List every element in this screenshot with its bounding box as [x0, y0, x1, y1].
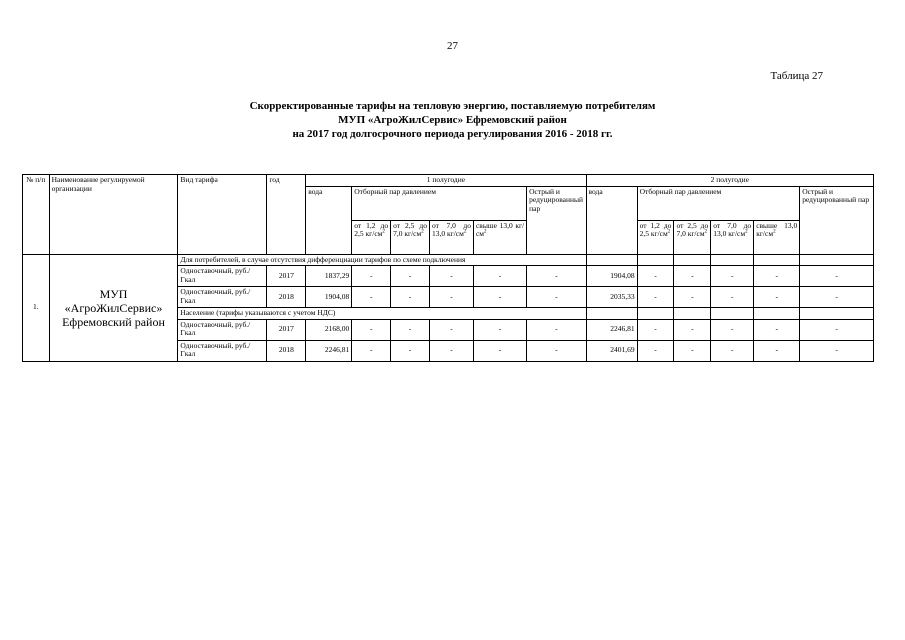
cell-h1-water: 2168,00 — [306, 319, 352, 340]
header-h1-p1: от 1,2 до 2,5 $кг/см^2$ — [352, 220, 391, 254]
cell-h1-sharp: - — [527, 340, 586, 361]
cell-h1-p1: - — [352, 319, 391, 340]
cell-h2-p4: - — [754, 266, 800, 287]
header-h2-p3: от 7,0 до 13,0 $кг/см^2$ — [711, 220, 754, 254]
cell-year: 2018 — [267, 340, 306, 361]
cell-h1-p2: - — [391, 340, 430, 361]
cell-h2-water: 1904,08 — [586, 266, 637, 287]
cell-h2-p1: - — [637, 340, 674, 361]
org-name: МУП «АгроЖилСервис» Ефремовский район — [49, 254, 178, 361]
section-row — [23, 254, 874, 266]
cell-h1-water: 1837,29 — [306, 266, 352, 287]
cell-h1-p1: - — [352, 266, 391, 287]
cell-year: 2017 — [267, 266, 306, 287]
section-empty-cell — [711, 308, 754, 320]
header-year: год — [267, 175, 306, 255]
tariff-table — [22, 174, 874, 362]
header-tariff-type: Вид тарифа — [178, 175, 267, 255]
cell-h2-p1: - — [637, 287, 674, 308]
cell-h2-water: 2401,69 — [586, 340, 637, 361]
table-label: Таблица 27 — [770, 70, 823, 82]
cell-h1-p2: - — [391, 266, 430, 287]
cell-h2-p2: - — [674, 287, 711, 308]
cell-h2-p4: - — [754, 319, 800, 340]
title-line-1: Скорректированные тарифы на тепловую энергию, поставляемую потребителям — [249, 100, 656, 112]
cell-h2-p1: - — [637, 266, 674, 287]
header-num: № п/п — [23, 175, 50, 255]
document-title — [0, 99, 905, 141]
header-h1-water: вода — [306, 186, 352, 254]
cell-h1-p3: - — [429, 319, 473, 340]
cell-h1-sharp: - — [527, 287, 586, 308]
cell-h2-p3: - — [711, 340, 754, 361]
section-title: Для потребителей, в случае отсутствия дифференциации тарифов по схеме подключения — [178, 254, 586, 266]
cell-h2-water: 2035,33 — [586, 287, 637, 308]
cell-tariff-type: Одноставочный, руб./Гкал — [178, 340, 267, 361]
cell-h2-p2: - — [674, 266, 711, 287]
header-half-1: 1 полугодие — [306, 175, 586, 187]
cell-h2-p2: - — [674, 340, 711, 361]
header-h1-p3: от 7,0 до 13,0 $кг/см^2$ — [429, 220, 473, 254]
cell-h1-sharp: - — [527, 266, 586, 287]
cell-h1-p4: - — [473, 266, 526, 287]
cell-h2-p4: - — [754, 340, 800, 361]
cell-h1-p2: - — [391, 287, 430, 308]
cell-tariff-type: Одноставочный, руб./Гкал — [178, 319, 267, 340]
section-empty-cell — [586, 254, 637, 266]
header-h2-p4: свыше 13,0 $кг/см^2$ — [754, 220, 800, 254]
title-line-3: на 2017 год долгосрочного периода регулирования 2016 - 2018 гг. — [292, 128, 613, 140]
cell-h2-p3: - — [711, 319, 754, 340]
cell-h2-water: 2246,81 — [586, 319, 637, 340]
cell-h1-p3: - — [429, 340, 473, 361]
section-empty-cell — [674, 254, 711, 266]
header-h2-steam-sharp: Острый и редуцированный пар — [800, 186, 874, 254]
section-empty-cell — [637, 308, 674, 320]
header-half-2: 2 полугодие — [586, 175, 874, 187]
header-h2-water: вода — [586, 186, 637, 254]
section-empty-cell — [586, 308, 637, 320]
cell-h1-p3: - — [429, 287, 473, 308]
header-h1-steam-selected: Отборный пар давлением — [352, 186, 527, 220]
cell-year: 2017 — [267, 319, 306, 340]
header-h1-p4: свыше 13,0 $кг/см^2$ — [473, 220, 526, 254]
cell-h2-sharp: - — [800, 319, 874, 340]
section-empty-cell — [754, 308, 800, 320]
cell-h1-p1: - — [352, 340, 391, 361]
cell-h1-p4: - — [473, 287, 526, 308]
cell-h1-p1: - — [352, 287, 391, 308]
cell-h2-p4: - — [754, 287, 800, 308]
cell-h2-p1: - — [637, 319, 674, 340]
header-row-1 — [23, 175, 874, 187]
cell-h2-p2: - — [674, 319, 711, 340]
section-empty-cell — [674, 308, 711, 320]
section-empty-cell — [800, 308, 874, 320]
cell-h2-p3: - — [711, 266, 754, 287]
cell-tariff-type: Одноставочный, руб./Гкал — [178, 266, 267, 287]
cell-h1-p4: - — [473, 319, 526, 340]
title-line-2: МУП «АгроЖилСервис» Ефремовский район — [338, 114, 567, 126]
cell-h2-sharp: - — [800, 340, 874, 361]
header-h2-p1: от 1,2 до 2,5 $кг/см^2$ — [637, 220, 674, 254]
header-h1-steam-sharp: Острый и редуцированный пар — [527, 186, 586, 254]
section-empty-cell — [711, 254, 754, 266]
cell-tariff-type: Одноставочный, руб./Гкал — [178, 287, 267, 308]
cell-h1-water: 2246,81 — [306, 340, 352, 361]
header-h2-p2: от 2,5 до 7,0 $кг/см^2$ — [674, 220, 711, 254]
cell-h2-sharp: - — [800, 287, 874, 308]
cell-h1-water: 1904,08 — [306, 287, 352, 308]
section-empty-cell — [754, 254, 800, 266]
section-empty-cell — [637, 254, 674, 266]
org-number: 1. — [23, 254, 50, 361]
cell-h2-p3: - — [711, 287, 754, 308]
cell-h1-p3: - — [429, 266, 473, 287]
header-org: Наименование регулируемой организации — [49, 175, 178, 255]
header-h1-p2: от 2,5 до 7,0 $кг/см^2$ — [391, 220, 430, 254]
header-h2-steam-selected: Отборный пар давлением — [637, 186, 800, 220]
cell-h1-sharp: - — [527, 319, 586, 340]
cell-h2-sharp: - — [800, 266, 874, 287]
section-empty-cell — [800, 254, 874, 266]
cell-h1-p2: - — [391, 319, 430, 340]
page-number: 27 — [447, 40, 458, 52]
section-title: Население (тарифы указываются с учетом НДС) — [178, 308, 586, 320]
cell-year: 2018 — [267, 287, 306, 308]
cell-h1-p4: - — [473, 340, 526, 361]
